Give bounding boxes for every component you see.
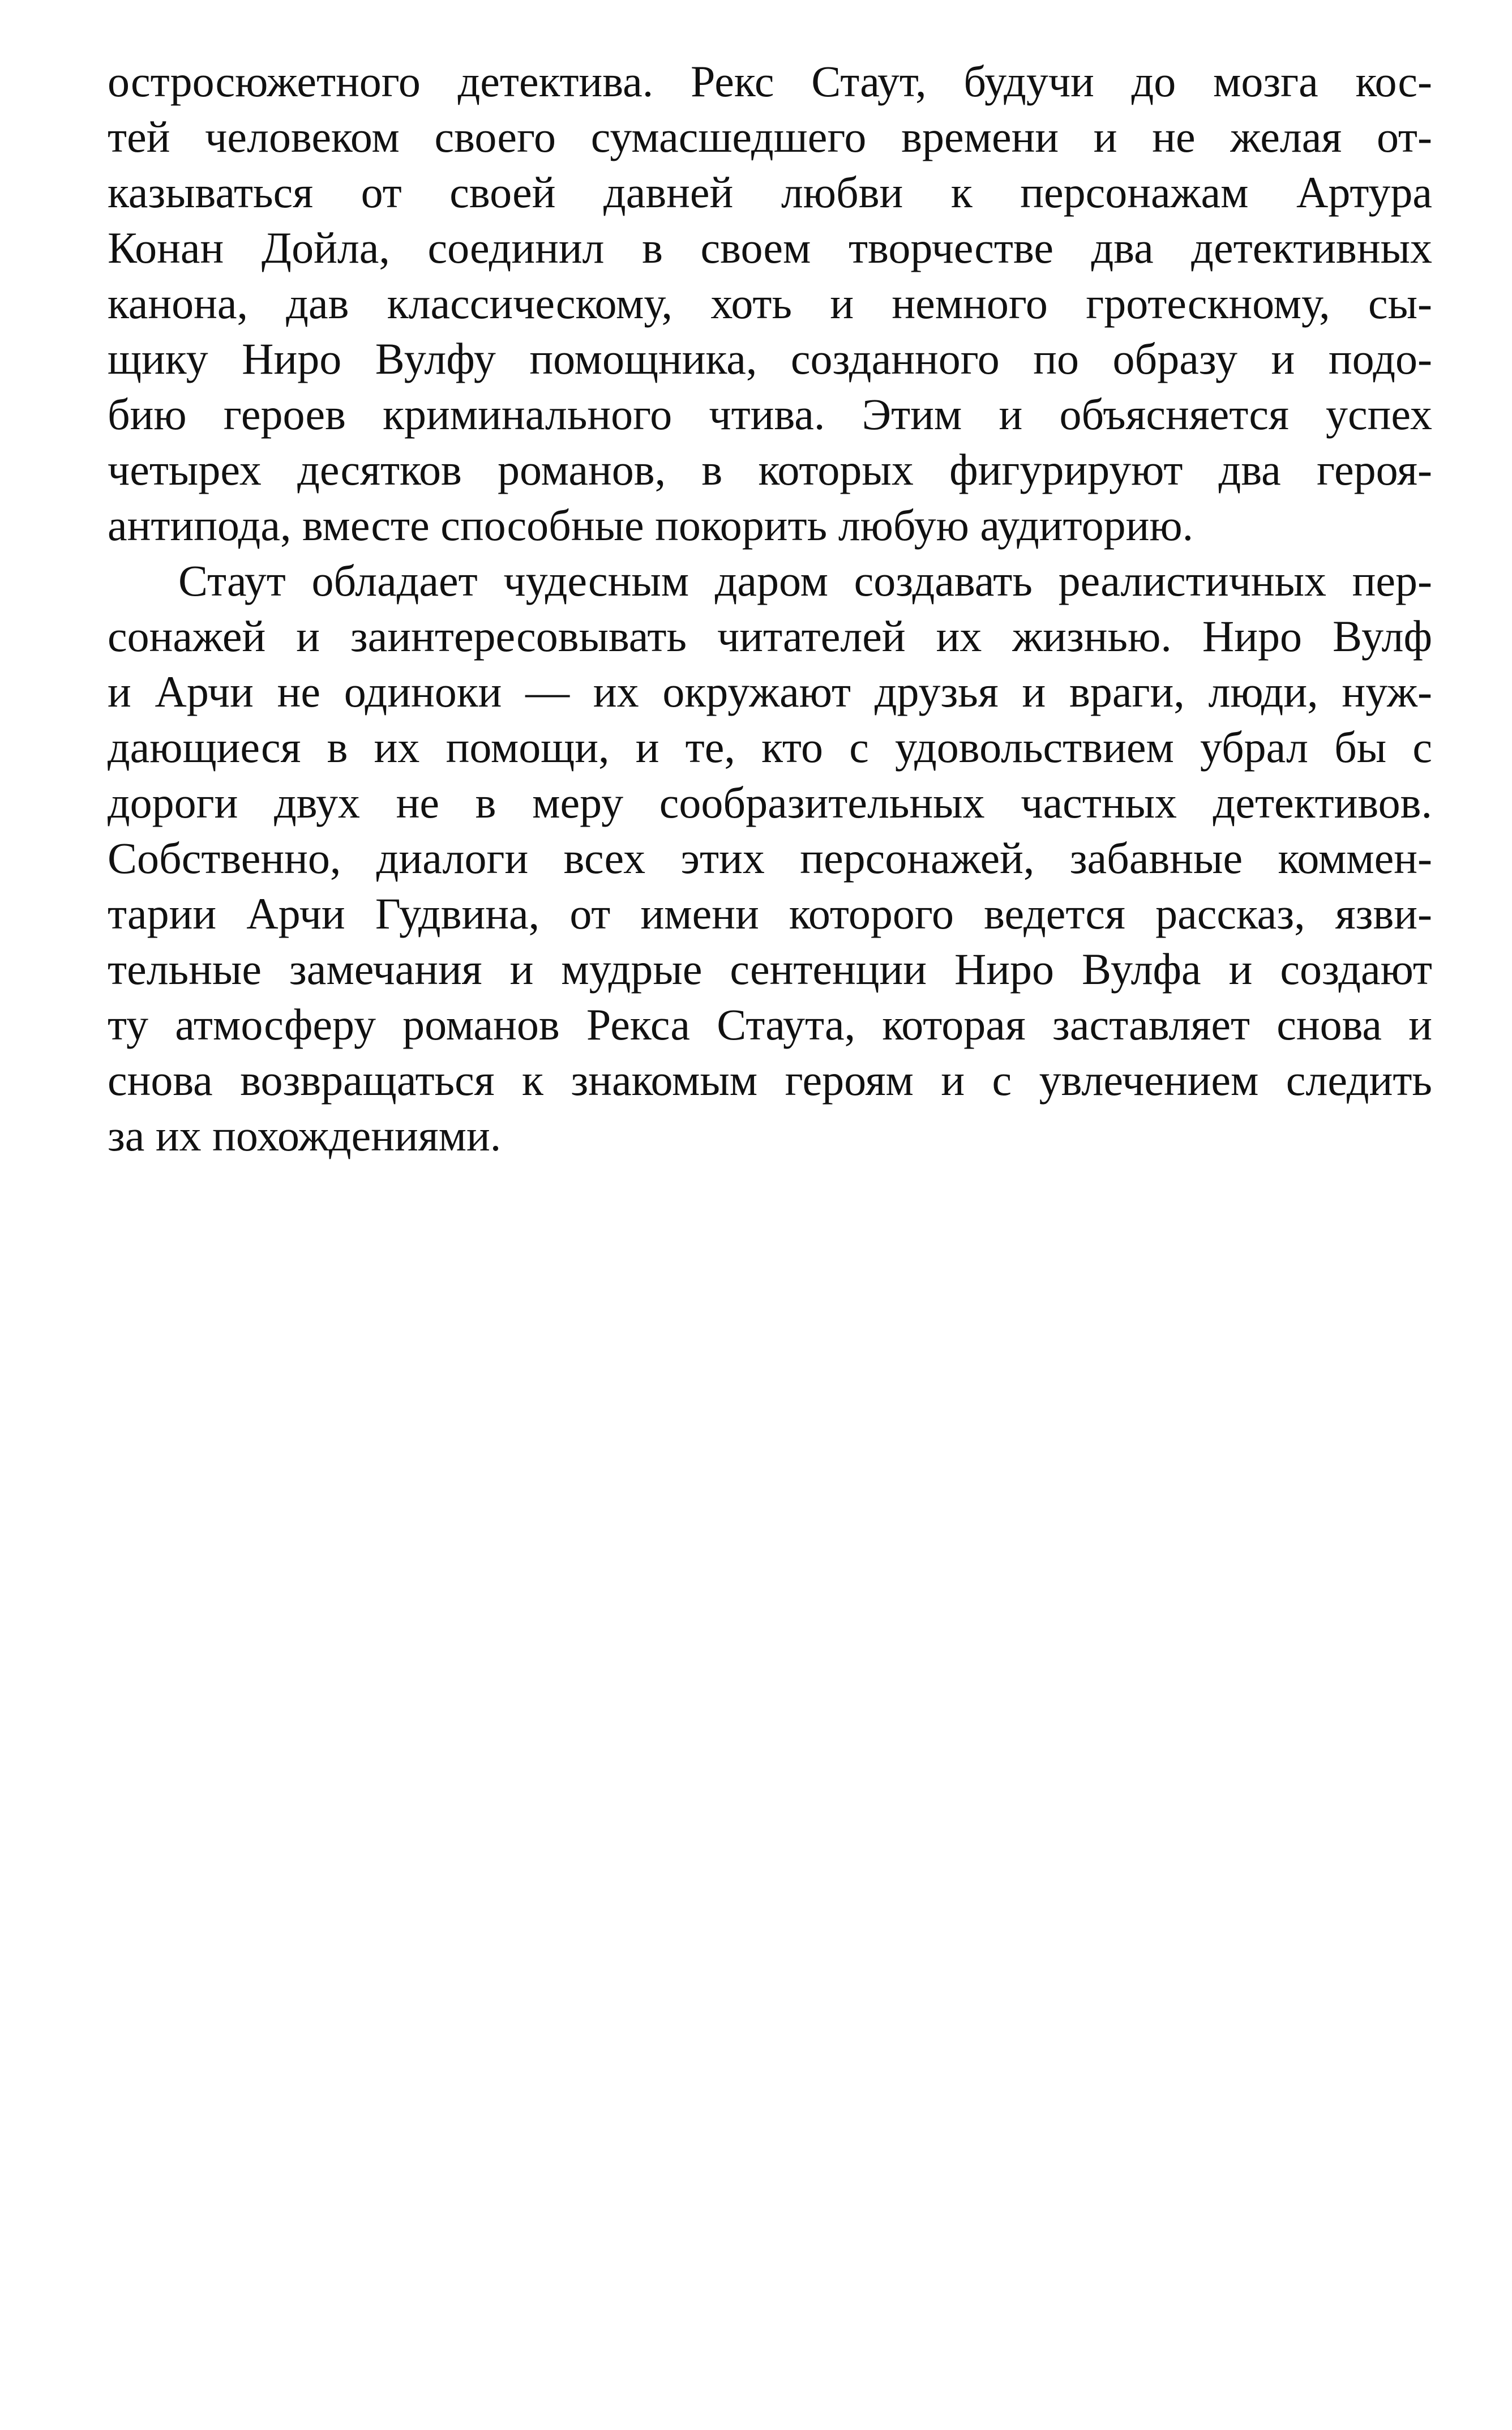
text-line: Собственно, диалоги всех этих персонажей, забавные коммен- bbox=[108, 833, 1432, 883]
text-line: Стаут обладает чудесным даром создавать реалистичных пер- bbox=[178, 556, 1432, 605]
text-line: казываться от своей давней любви к персонажам Артура bbox=[108, 168, 1432, 217]
paragraph-2 bbox=[108, 553, 1432, 1163]
text-line: канона, дав классическому, хоть и немного гротескному, сы- bbox=[108, 279, 1432, 328]
paragraph-1 bbox=[108, 54, 1432, 553]
text-line: тей человеком своего сумасшедшего времени и не желая от- bbox=[108, 112, 1432, 161]
text-line: тарии Арчи Гудвина, от имени которого ведется рассказ, язви- bbox=[108, 889, 1432, 938]
text-line: дороги двух не в меру сообразительных частных детективов. bbox=[108, 778, 1432, 827]
text-line: снова возвращаться к знакомым героям и с увлечением следить bbox=[108, 1055, 1432, 1105]
text-line: щику Ниро Вулфу помощника, созданного по образу и подо- bbox=[108, 334, 1432, 383]
text-line: и Арчи не одиноки — их окружают друзья и враги, люди, нуж- bbox=[108, 667, 1432, 716]
text-line: четырех десятков романов, в которых фигурируют два героя- bbox=[108, 445, 1432, 494]
text-line: Конан Дойла, соединил в своем творчестве два детективных bbox=[108, 223, 1432, 272]
text-line: сонажей и заинтересовывать читателей их жизнью. Ниро Вулф bbox=[108, 611, 1432, 661]
text-line: дающиеся в их помощи, и те, кто с удовольствием убрал бы с bbox=[108, 722, 1432, 772]
text-line: тельные замечания и мудрые сентенции Ниро Вулфа и создают bbox=[108, 944, 1432, 994]
text-line: антипода, вместе способные покорить любую аудиторию. bbox=[108, 500, 1194, 550]
text-line: ту атмосферу романов Рекса Стаута, которая заставляет снова и bbox=[108, 1000, 1432, 1049]
text-line: остросюжетного детектива. Рекс Стаут, будучи до мозга кос- bbox=[108, 57, 1432, 106]
body-text bbox=[108, 54, 1432, 1163]
text-line: за их похождениями. bbox=[108, 1111, 502, 1160]
text-line: бию героев криминального чтива. Этим и объясняется успех bbox=[108, 390, 1432, 439]
